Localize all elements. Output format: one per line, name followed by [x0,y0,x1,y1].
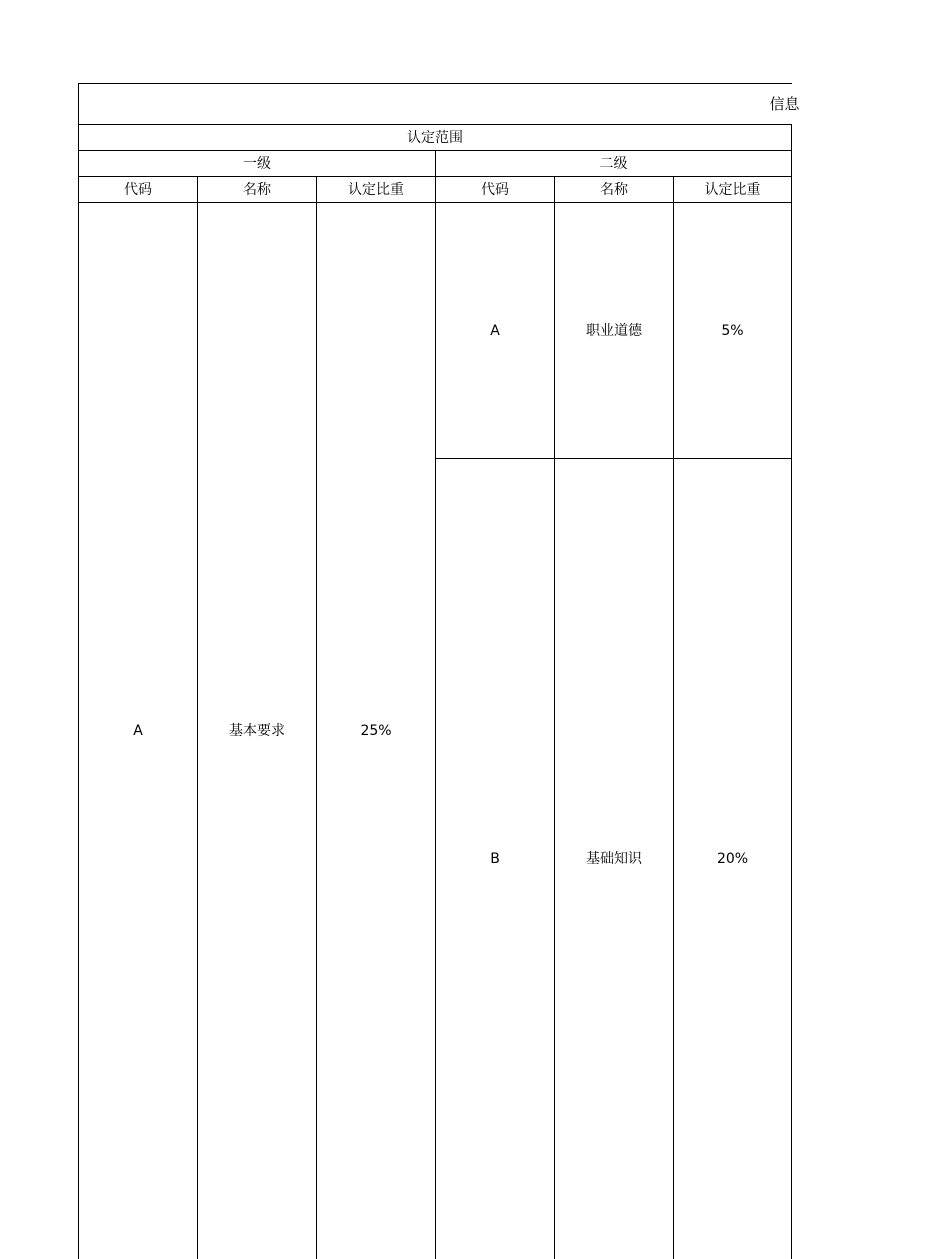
title-cell[interactable] [79,84,792,125]
spreadsheet-sheet [78,83,791,1124]
level1-weight-cell[interactable] [317,203,436,1259]
level2-code-cell[interactable] [436,459,555,1259]
level1-weight-header[interactable] [317,177,436,203]
table-row [79,203,792,459]
level2-header-label: 二级 [600,156,628,172]
cell-value: 5% [721,323,743,339]
level2-name-header[interactable] [555,177,674,203]
cell-value: 基础知识 [586,851,642,867]
level2-name-cell[interactable] [555,203,674,459]
cell-value: 20% [717,851,748,867]
level2-weight-cell[interactable] [674,203,792,459]
level1-code-cell[interactable] [79,203,198,1259]
cell-value: B [490,851,500,867]
column-label: 名称 [243,182,271,198]
title-row [79,84,792,125]
scope-header-label: 认定范围 [407,130,463,146]
level1-name-header[interactable] [198,177,317,203]
cell-value: A [490,323,500,339]
level2-weight-cell[interactable] [674,459,792,1259]
level1-header-cell[interactable] [79,151,436,177]
level2-code-cell[interactable] [436,203,555,459]
column-label: 名称 [600,182,628,198]
level-row [79,151,792,177]
column-label: 代码 [481,182,509,198]
column-label: 代码 [124,182,152,198]
level1-code-header[interactable] [79,177,198,203]
cell-value: 基本要求 [229,723,285,739]
table-title: 信息 [770,96,792,112]
cell-value: 职业道德 [586,323,642,339]
level2-weight-header[interactable] [674,177,792,203]
level1-name-cell[interactable] [198,203,317,1259]
scope-header-cell[interactable] [79,125,792,151]
level2-code-header[interactable] [436,177,555,203]
cell-value: 25% [360,723,391,739]
level1-header-label: 一级 [243,156,271,172]
cell-value: A [133,723,143,739]
level2-header-cell[interactable] [436,151,792,177]
certification-scope-table [78,83,792,1259]
column-label: 认定比重 [348,182,404,198]
level2-name-cell[interactable] [555,459,674,1259]
column-label: 认定比重 [705,182,761,198]
column-header-row [79,177,792,203]
scope-row [79,125,792,151]
